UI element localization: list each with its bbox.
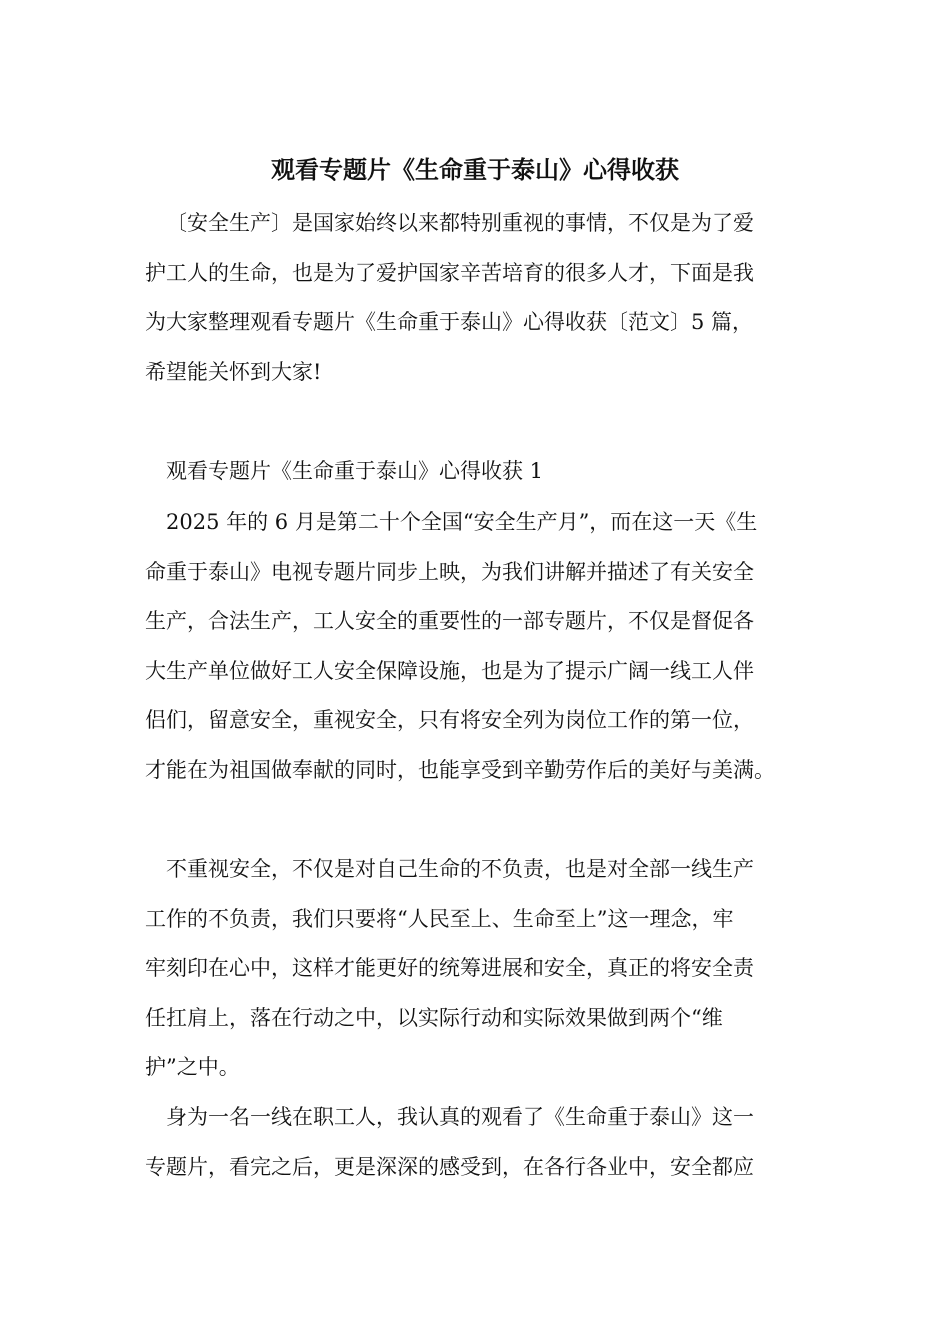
paragraph-2-line-2: 工作的不负责，我们只要将“人民至上、生命至上”这一理念，牢 xyxy=(145,907,734,931)
section-heading: 观看专题片《生命重于泰山》心得收获 1 xyxy=(166,459,544,483)
intro-line-2: 护工人的生命，也是为了爱护国家辛苦培育的很多人才，下面是我 xyxy=(145,261,754,285)
paragraph-1-line-3: 生产，合法生产，工人安全的重要性的一部专题片，不仅是督促各 xyxy=(145,609,754,633)
paragraph-2-line-5: 护”之中。 xyxy=(145,1055,240,1079)
paragraph-3-line-2: 专题片，看完之后，更是深深的感受到，在各行各业中，安全都应 xyxy=(145,1155,754,1179)
paragraph-2-line-3: 牢刻印在心中，这样才能更好的统筹进展和安全，真正的将安全责 xyxy=(145,956,754,980)
paragraph-1-line-1: 2025 年的 6 月是第二十个全国“安全生产月”，而在这一天《生 xyxy=(166,510,758,534)
intro-line-4: 希望能关怀到大家! xyxy=(145,360,322,384)
intro-line-1: 〔安全生产〕是国家始终以来都特别重视的事情，不仅是为了爱 xyxy=(166,211,754,235)
paragraph-2-line-4: 任扛肩上，落在行动之中，以实际行动和实际效果做到两个“维 xyxy=(145,1006,723,1030)
intro-line-3: 为大家整理观看专题片《生命重于泰山》心得收获〔范文〕5 篇， xyxy=(145,310,754,334)
paragraph-1-line-2: 命重于泰山》电视专题片同步上映，为我们讲解并描述了有关安全 xyxy=(145,560,754,584)
paragraph-3-line-1: 身为一名一线在职工人，我认真的观看了《生命重于泰山》这一 xyxy=(166,1105,754,1129)
paragraph-1-line-4: 大生产单位做好工人安全保障设施，也是为了提示广阔一线工人伴 xyxy=(145,659,754,683)
paragraph-1-line-5: 侣们，留意安全，重视安全，只有将安全列为岗位工作的第一位， xyxy=(145,708,754,732)
paragraph-1-line-6: 才能在为祖国做奉献的同时，也能享受到辛勤劳作后的美好与美满。 xyxy=(145,758,775,782)
document-title: 观看专题片《生命重于泰山》心得收获 xyxy=(271,155,679,184)
paragraph-2-line-1: 不重视安全，不仅是对自己生命的不负责，也是对全部一线生产 xyxy=(166,857,754,881)
